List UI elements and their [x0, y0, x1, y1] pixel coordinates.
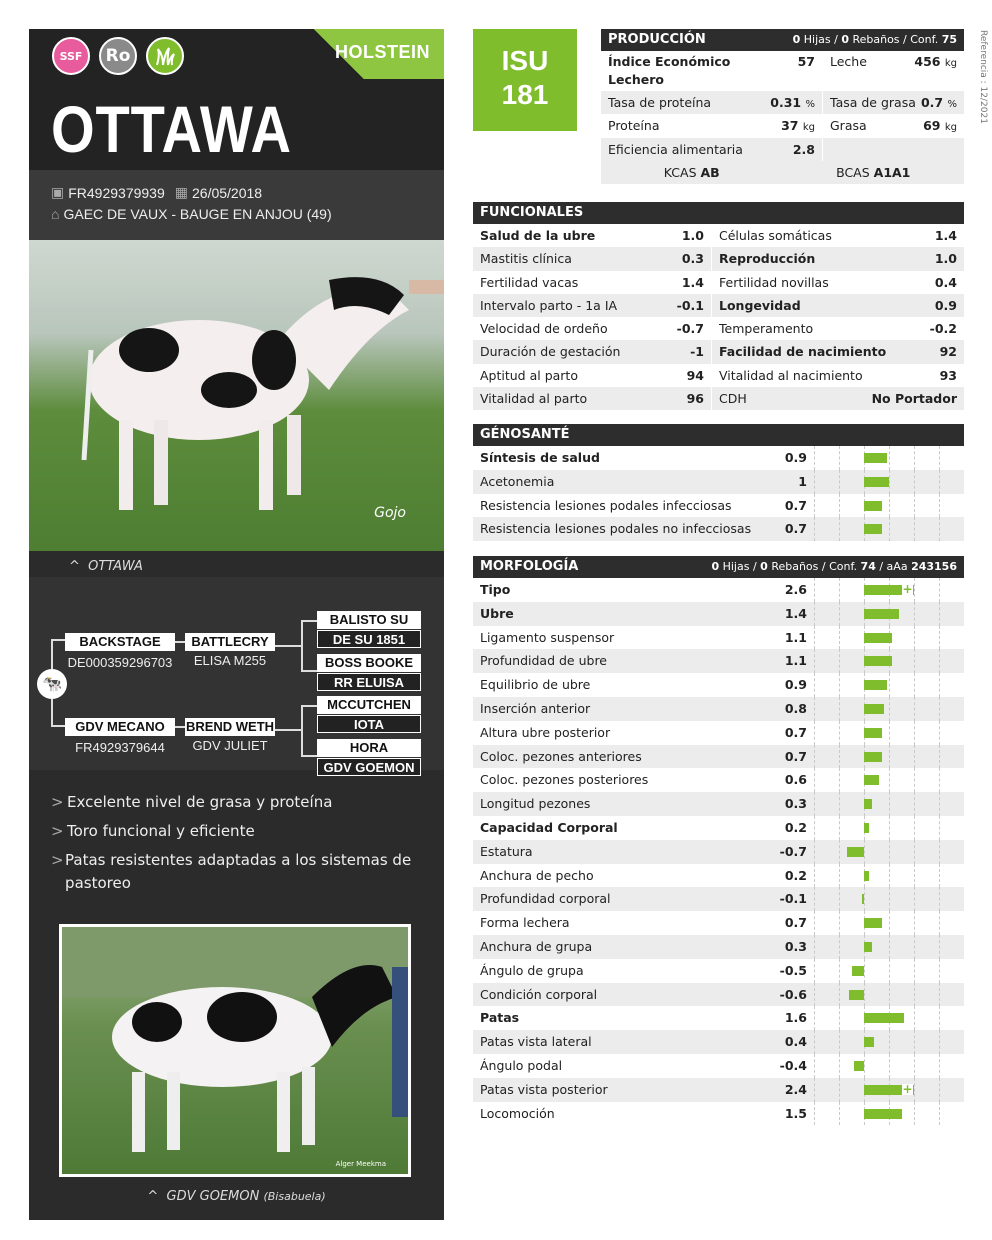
- reference-date: Referencia : 12/2021: [978, 30, 988, 124]
- produccion-row: [601, 51, 964, 91]
- bar-value: -0.1: [779, 891, 807, 907]
- bar-value: 1.1: [784, 653, 807, 669]
- produccion-header: PRODUCCIÓN 0 Hijas / 0 Rebaños / Conf. 75: [601, 29, 964, 51]
- pedigree-title: ^ OTTAWA: [69, 559, 143, 574]
- bar-label: Acetonemia: [480, 473, 555, 489]
- g4-bottom: GDV GOEMON: [317, 758, 421, 776]
- produccion-value: [798, 53, 815, 91]
- funcionales-row: [473, 294, 964, 317]
- bar-label: Resistencia lesiones podales infecciosas: [480, 497, 732, 513]
- bar-label: Altura ubre posterior: [480, 724, 611, 740]
- left-panel: [29, 29, 444, 1220]
- funcionales-value: 1.4: [934, 228, 957, 243]
- produccion-cell: [601, 53, 823, 91]
- funcionales-table: [473, 224, 964, 410]
- breeder-line: [51, 206, 332, 222]
- funcionales-row: [473, 224, 964, 247]
- bar-label: Patas: [480, 1010, 520, 1026]
- bar-row: [473, 602, 964, 626]
- funcionales-value: 1.0: [934, 251, 957, 267]
- produccion-number: 456: [914, 54, 941, 69]
- bar-row: [473, 768, 964, 792]
- bar-row: [473, 1078, 964, 1102]
- funcionales-label: CDH: [719, 391, 747, 407]
- bar-row: [473, 935, 964, 959]
- ss-bottom: ELISA M255: [193, 653, 267, 668]
- bar-label: Tipo: [480, 582, 511, 597]
- bar-label: Ángulo de grupa: [480, 962, 584, 978]
- bar-row: [473, 626, 964, 650]
- produccion-unit: %: [805, 99, 815, 110]
- bar-row: [473, 816, 964, 840]
- genosante-chart: [473, 446, 964, 541]
- bar-mark: [864, 501, 882, 511]
- funcionales-cell: [473, 387, 712, 410]
- bar-mark: [864, 680, 887, 690]
- title-block: [29, 29, 444, 170]
- produccion-number: 69: [923, 118, 941, 134]
- morfologia-chart: [473, 578, 964, 1125]
- funcionales-cell: [712, 364, 964, 387]
- funcionales-row: [473, 317, 964, 340]
- bar-label: Condición corporal: [480, 986, 598, 1002]
- ds-bottom: GDV JULIET: [192, 738, 268, 753]
- bar-value: 0.2: [784, 819, 807, 835]
- bar-row: [473, 721, 964, 745]
- funcionales-section: [473, 202, 964, 410]
- home-icon: ⌂: [51, 206, 60, 222]
- funcionales-cell: [712, 387, 964, 410]
- bar-label: Capacidad Corporal: [480, 819, 618, 835]
- bar-value: 2.6: [784, 582, 807, 597]
- bar-value: -0.7: [779, 843, 807, 859]
- photo-credit: Alger Meekma: [335, 1160, 386, 1168]
- bar-row: [473, 1054, 964, 1078]
- funcionales-cell: [712, 317, 964, 340]
- produccion-label: Tasa de proteína: [608, 95, 712, 110]
- funcionales-label: Reproducción: [719, 251, 816, 267]
- bar-value: -0.5: [779, 962, 807, 978]
- produccion-value: [914, 53, 957, 91]
- g1-top: BALISTO SU: [317, 611, 421, 629]
- funcionales-label: Mastitis clínica: [480, 251, 572, 267]
- bar-value: 0.7: [784, 724, 807, 740]
- produccion-cell: [601, 91, 823, 114]
- funcionales-label: Intervalo parto - 1a IA: [480, 297, 618, 313]
- funcionales-value: -0.1: [676, 297, 704, 313]
- funcionales-row: [473, 247, 964, 270]
- bar-row: [473, 673, 964, 697]
- funcionales-label: Fertilidad novillas: [719, 274, 829, 290]
- ro-badge: Ro: [99, 37, 137, 75]
- funcionales-value: 94: [686, 367, 704, 383]
- isu-badge: [473, 29, 577, 131]
- bar-row: [473, 649, 964, 673]
- bar-value: 0.6: [784, 772, 807, 788]
- funcionales-value: 0.4: [934, 274, 957, 290]
- produccion-cell: [601, 138, 823, 161]
- bar-mark: [864, 871, 869, 881]
- isu-label: ISU: [501, 45, 549, 76]
- g1-bottom: DE SU 1851: [317, 630, 421, 648]
- bar-row: [473, 864, 964, 888]
- bar-mark: [864, 823, 869, 833]
- bar-label: Estatura: [480, 843, 533, 859]
- morfologia-section: [473, 556, 964, 1125]
- dam-id: FR4929379644: [75, 740, 165, 755]
- bar-row: [473, 494, 964, 518]
- bar-row: [473, 1030, 964, 1054]
- bar-label: Ubre: [480, 605, 514, 621]
- cow-icon: 🐄: [37, 669, 67, 699]
- breeder: GAEC DE VAUX - BAUGE EN ANJOU (49): [63, 206, 332, 222]
- funcionales-cell: [473, 271, 712, 294]
- produccion-number: 0.7: [920, 95, 944, 110]
- highlight-item: > Toro funcional y eficiente: [51, 822, 255, 840]
- produccion-number: 37: [781, 118, 799, 134]
- funcionales-row: [473, 340, 964, 363]
- bar-mark: [864, 704, 884, 714]
- funcionales-label: Células somáticas: [719, 228, 832, 243]
- bar-value: -0.4: [779, 1057, 807, 1073]
- funcionales-cell: [712, 271, 964, 294]
- funcionales-label: Facilidad de nacimiento: [719, 344, 887, 360]
- bar-label: Ligamento suspensor: [480, 629, 615, 645]
- bar-label: Anchura de grupa: [480, 938, 593, 954]
- funcionales-label: Aptitud al parto: [480, 367, 578, 383]
- g3-bottom: IOTA: [317, 715, 421, 733]
- funcionales-value: 0.3: [681, 251, 704, 267]
- bar-row: [473, 840, 964, 864]
- bar-value: 0.7: [784, 521, 807, 537]
- funcionales-value: 96: [686, 391, 704, 407]
- bar-mark: [864, 799, 872, 809]
- bar-label: Patas vista posterior: [480, 1081, 608, 1097]
- bar-label: Anchura de pecho: [480, 867, 594, 883]
- genosante-section: [473, 424, 964, 541]
- ss-top: BATTLECRY: [185, 633, 275, 651]
- funcionales-cell: [473, 294, 712, 317]
- funcionales-row: [473, 387, 964, 410]
- bar-mark: [864, 942, 872, 952]
- funcionales-label: Fertilidad vacas: [480, 274, 579, 290]
- funcionales-value: -0.2: [929, 321, 957, 337]
- funcionales-value: -1: [690, 344, 704, 360]
- funcionales-value: 93: [939, 367, 957, 383]
- bar-mark: [864, 656, 892, 666]
- bar-label: Locomoción: [480, 1105, 555, 1121]
- funcionales-label: Velocidad de ordeño: [480, 321, 608, 337]
- funcionales-label: Longevidad: [719, 297, 801, 313]
- produccion-cell: [823, 91, 964, 114]
- highlight-item: > Excelente nivel de grasa y proteína: [51, 793, 333, 811]
- g2-bottom: RR ELUISA: [317, 673, 421, 691]
- morfologia-header: MORFOLOGÍA 0 Hijas / 0 Rebaños / Conf. 74 / aAa 243156: [473, 556, 964, 578]
- bar-label: Coloc. pezones posteriores: [480, 772, 649, 788]
- bar-value: 0.9: [784, 450, 807, 465]
- id-band: [29, 170, 444, 240]
- g2-top: BOSS BOOKE: [317, 654, 421, 672]
- funcionales-row: [473, 271, 964, 294]
- bar-row: [473, 517, 964, 541]
- bar-label: Forma lechera: [480, 915, 570, 931]
- bar-value: 0.8: [784, 700, 807, 716]
- ancestor-caption: ^ GDV GOEMON (Bisabuela): [147, 1189, 326, 1204]
- bar-mark: [864, 477, 889, 487]
- produccion-label: Leche: [830, 54, 867, 69]
- ancestor-photo: [59, 924, 411, 1177]
- produccion-value: [923, 114, 957, 137]
- bar-mark: [864, 453, 887, 463]
- bull-photo: [29, 240, 444, 551]
- bar-value: 1: [798, 473, 807, 489]
- bar-value: 1.4: [784, 605, 807, 621]
- bar-value: 0.7: [784, 748, 807, 764]
- dam-name: GDV MECANO: [65, 718, 175, 736]
- bar-label: Ángulo podal: [480, 1057, 563, 1073]
- bar-label: Patas vista lateral: [480, 1034, 592, 1050]
- produccion-unit: kg: [944, 58, 957, 69]
- bar-row: [473, 578, 964, 602]
- funcionales-value: 1.0: [681, 228, 704, 243]
- sire-name: BACKSTAGE: [65, 633, 175, 651]
- bar-label: Profundidad de ubre: [480, 653, 607, 669]
- funcionales-row: [473, 364, 964, 387]
- funcionales-cell: [473, 247, 712, 270]
- bar-mark: [864, 609, 899, 619]
- produccion-value: [921, 91, 957, 114]
- sire-id: DE000359296703: [67, 655, 173, 670]
- funcionales-header: FUNCIONALES: [473, 202, 964, 224]
- bar-overflow-plus: +: [902, 1081, 913, 1096]
- highlights-list: [51, 791, 431, 901]
- produccion-cell: [823, 53, 964, 91]
- produccion-label: Proteína: [608, 118, 660, 134]
- produccion-unit: kg: [802, 122, 815, 134]
- produccion-row: [601, 91, 964, 114]
- bar-row: [473, 1006, 964, 1030]
- funcionales-label: Duración de gestación: [480, 344, 621, 360]
- funcionales-value: -0.7: [676, 321, 704, 337]
- bar-value: 0.4: [784, 1034, 807, 1050]
- produccion-cell: [601, 114, 823, 137]
- genosante-header: GÉNOSANTÉ: [473, 424, 964, 446]
- produccion-unit: %: [947, 99, 957, 110]
- isu-value: 181: [501, 79, 549, 110]
- funcionales-label: Vitalidad al parto: [480, 391, 588, 407]
- bar-mark: [862, 894, 865, 904]
- ancestor-cow-illustration: [62, 927, 408, 1174]
- produccion-label: Índice Económico Lechero: [608, 54, 731, 87]
- produccion-value: [781, 114, 815, 137]
- bar-mark: [864, 728, 882, 738]
- bar-label: Resistencia lesiones podales no infecciosas: [480, 521, 752, 537]
- bar-mark: [864, 775, 879, 785]
- bar-row: [473, 1102, 964, 1126]
- photo-signature: Gojo: [374, 505, 406, 521]
- funcionales-cell: [473, 340, 712, 363]
- bar-value: 0.3: [784, 938, 807, 954]
- produccion-value: [793, 138, 815, 161]
- produccion-number: 2.8: [792, 141, 815, 157]
- bar-row: [473, 959, 964, 983]
- produccion-cell: [823, 114, 964, 137]
- funcionales-cell: [712, 340, 964, 363]
- birthdate: 26/05/2018: [192, 184, 263, 201]
- funcionales-cell: [473, 317, 712, 340]
- bar-row: [473, 983, 964, 1007]
- funcionales-label: Temperamento: [719, 321, 814, 337]
- funcionales-label: Vitalidad al nacimiento: [719, 367, 863, 383]
- bar-label: Profundidad corporal: [480, 891, 611, 907]
- funcionales-value: 92: [939, 344, 957, 360]
- bull-name: OTTAWA: [51, 92, 292, 166]
- bar-value: 1.6: [784, 1010, 807, 1026]
- bar-value: 1.5: [784, 1105, 807, 1121]
- funcionales-cell: [712, 294, 964, 317]
- produccion-number: 57: [797, 54, 815, 69]
- funcionales-label: Salud de la ubre: [480, 228, 596, 243]
- pedigree-chart: [29, 577, 444, 775]
- bar-mark: [849, 990, 864, 1000]
- ds-top: BREND WETH: [185, 719, 275, 734]
- produccion-row: [601, 114, 964, 137]
- bar-mark: [864, 752, 882, 762]
- bar-value: 1.1: [784, 629, 807, 645]
- bar-value: 0.7: [784, 497, 807, 513]
- produccion-unit: kg: [944, 122, 957, 134]
- bar-value: 0.7: [784, 915, 807, 931]
- grass-icon: [146, 37, 184, 75]
- bar-label: Inserción anterior: [480, 700, 591, 716]
- bar-mark: [854, 1061, 864, 1071]
- produccion-row: [601, 138, 964, 161]
- bar-label: Equilibrio de ubre: [480, 677, 591, 693]
- produccion-label: Tasa de grasa: [830, 95, 916, 110]
- produccion-section: [601, 29, 964, 184]
- bar-mark: [847, 847, 865, 857]
- funcionales-value: No Portador: [871, 391, 957, 407]
- bar-value: 0.3: [784, 796, 807, 812]
- funcionales-cell: [473, 364, 712, 387]
- produccion-table: [601, 51, 964, 161]
- produccion-label: Grasa: [830, 118, 867, 134]
- bar-value: 2.4: [784, 1081, 807, 1097]
- bar-mark: [864, 918, 882, 928]
- bar-value: 0.2: [784, 867, 807, 883]
- bar-label: Longitud pezones: [480, 796, 591, 812]
- bar-value: -0.6: [779, 986, 807, 1002]
- bar-mark: [864, 524, 882, 534]
- g4-top: HORA: [317, 739, 421, 757]
- bar-row: [473, 446, 964, 470]
- ssf-badge: SSF: [52, 37, 90, 75]
- produccion-value: [770, 91, 815, 114]
- funcionales-cell: [712, 247, 964, 270]
- funcionales-value: 0.9: [934, 297, 957, 313]
- funcionales-value: 1.4: [681, 274, 704, 290]
- bar-row: [473, 697, 964, 721]
- breed-tag: HOLSTEIN: [308, 29, 444, 79]
- bar-label: Coloc. pezones anteriores: [480, 748, 642, 764]
- highlight-item: > Patas resistentes adaptadas a los sistemas de pastoreo: [51, 851, 412, 892]
- produccion-number: 0.31: [770, 95, 802, 110]
- bar-mark: [864, 1109, 902, 1119]
- bar-mark: [852, 966, 865, 976]
- produccion-cell: [823, 138, 964, 161]
- bar-row: [473, 792, 964, 816]
- calendar-icon: ▦: [174, 184, 188, 200]
- bull-id: FR4929379939: [68, 184, 165, 201]
- casein-row: KCAS AB BCAS A1A1: [601, 161, 964, 184]
- bar-label: Síntesis de salud: [480, 450, 600, 465]
- produccion-label: Eficiencia alimentaria: [608, 141, 743, 157]
- g3-top: MCCUTCHEN: [317, 696, 421, 714]
- funcionales-cell: [712, 224, 964, 247]
- id-line: [51, 184, 262, 201]
- bar-row: [473, 911, 964, 935]
- bar-mark: [864, 633, 892, 643]
- funcionales-cell: [473, 224, 712, 247]
- bar-row: [473, 745, 964, 769]
- bar-row: [473, 470, 964, 494]
- bar-mark: [864, 1013, 904, 1023]
- id-card-icon: ▣: [51, 184, 65, 200]
- bar-mark: [864, 1037, 874, 1047]
- bar-overflow-plus: +: [902, 582, 913, 596]
- bar-value: 0.9: [784, 677, 807, 693]
- bar-row: [473, 887, 964, 911]
